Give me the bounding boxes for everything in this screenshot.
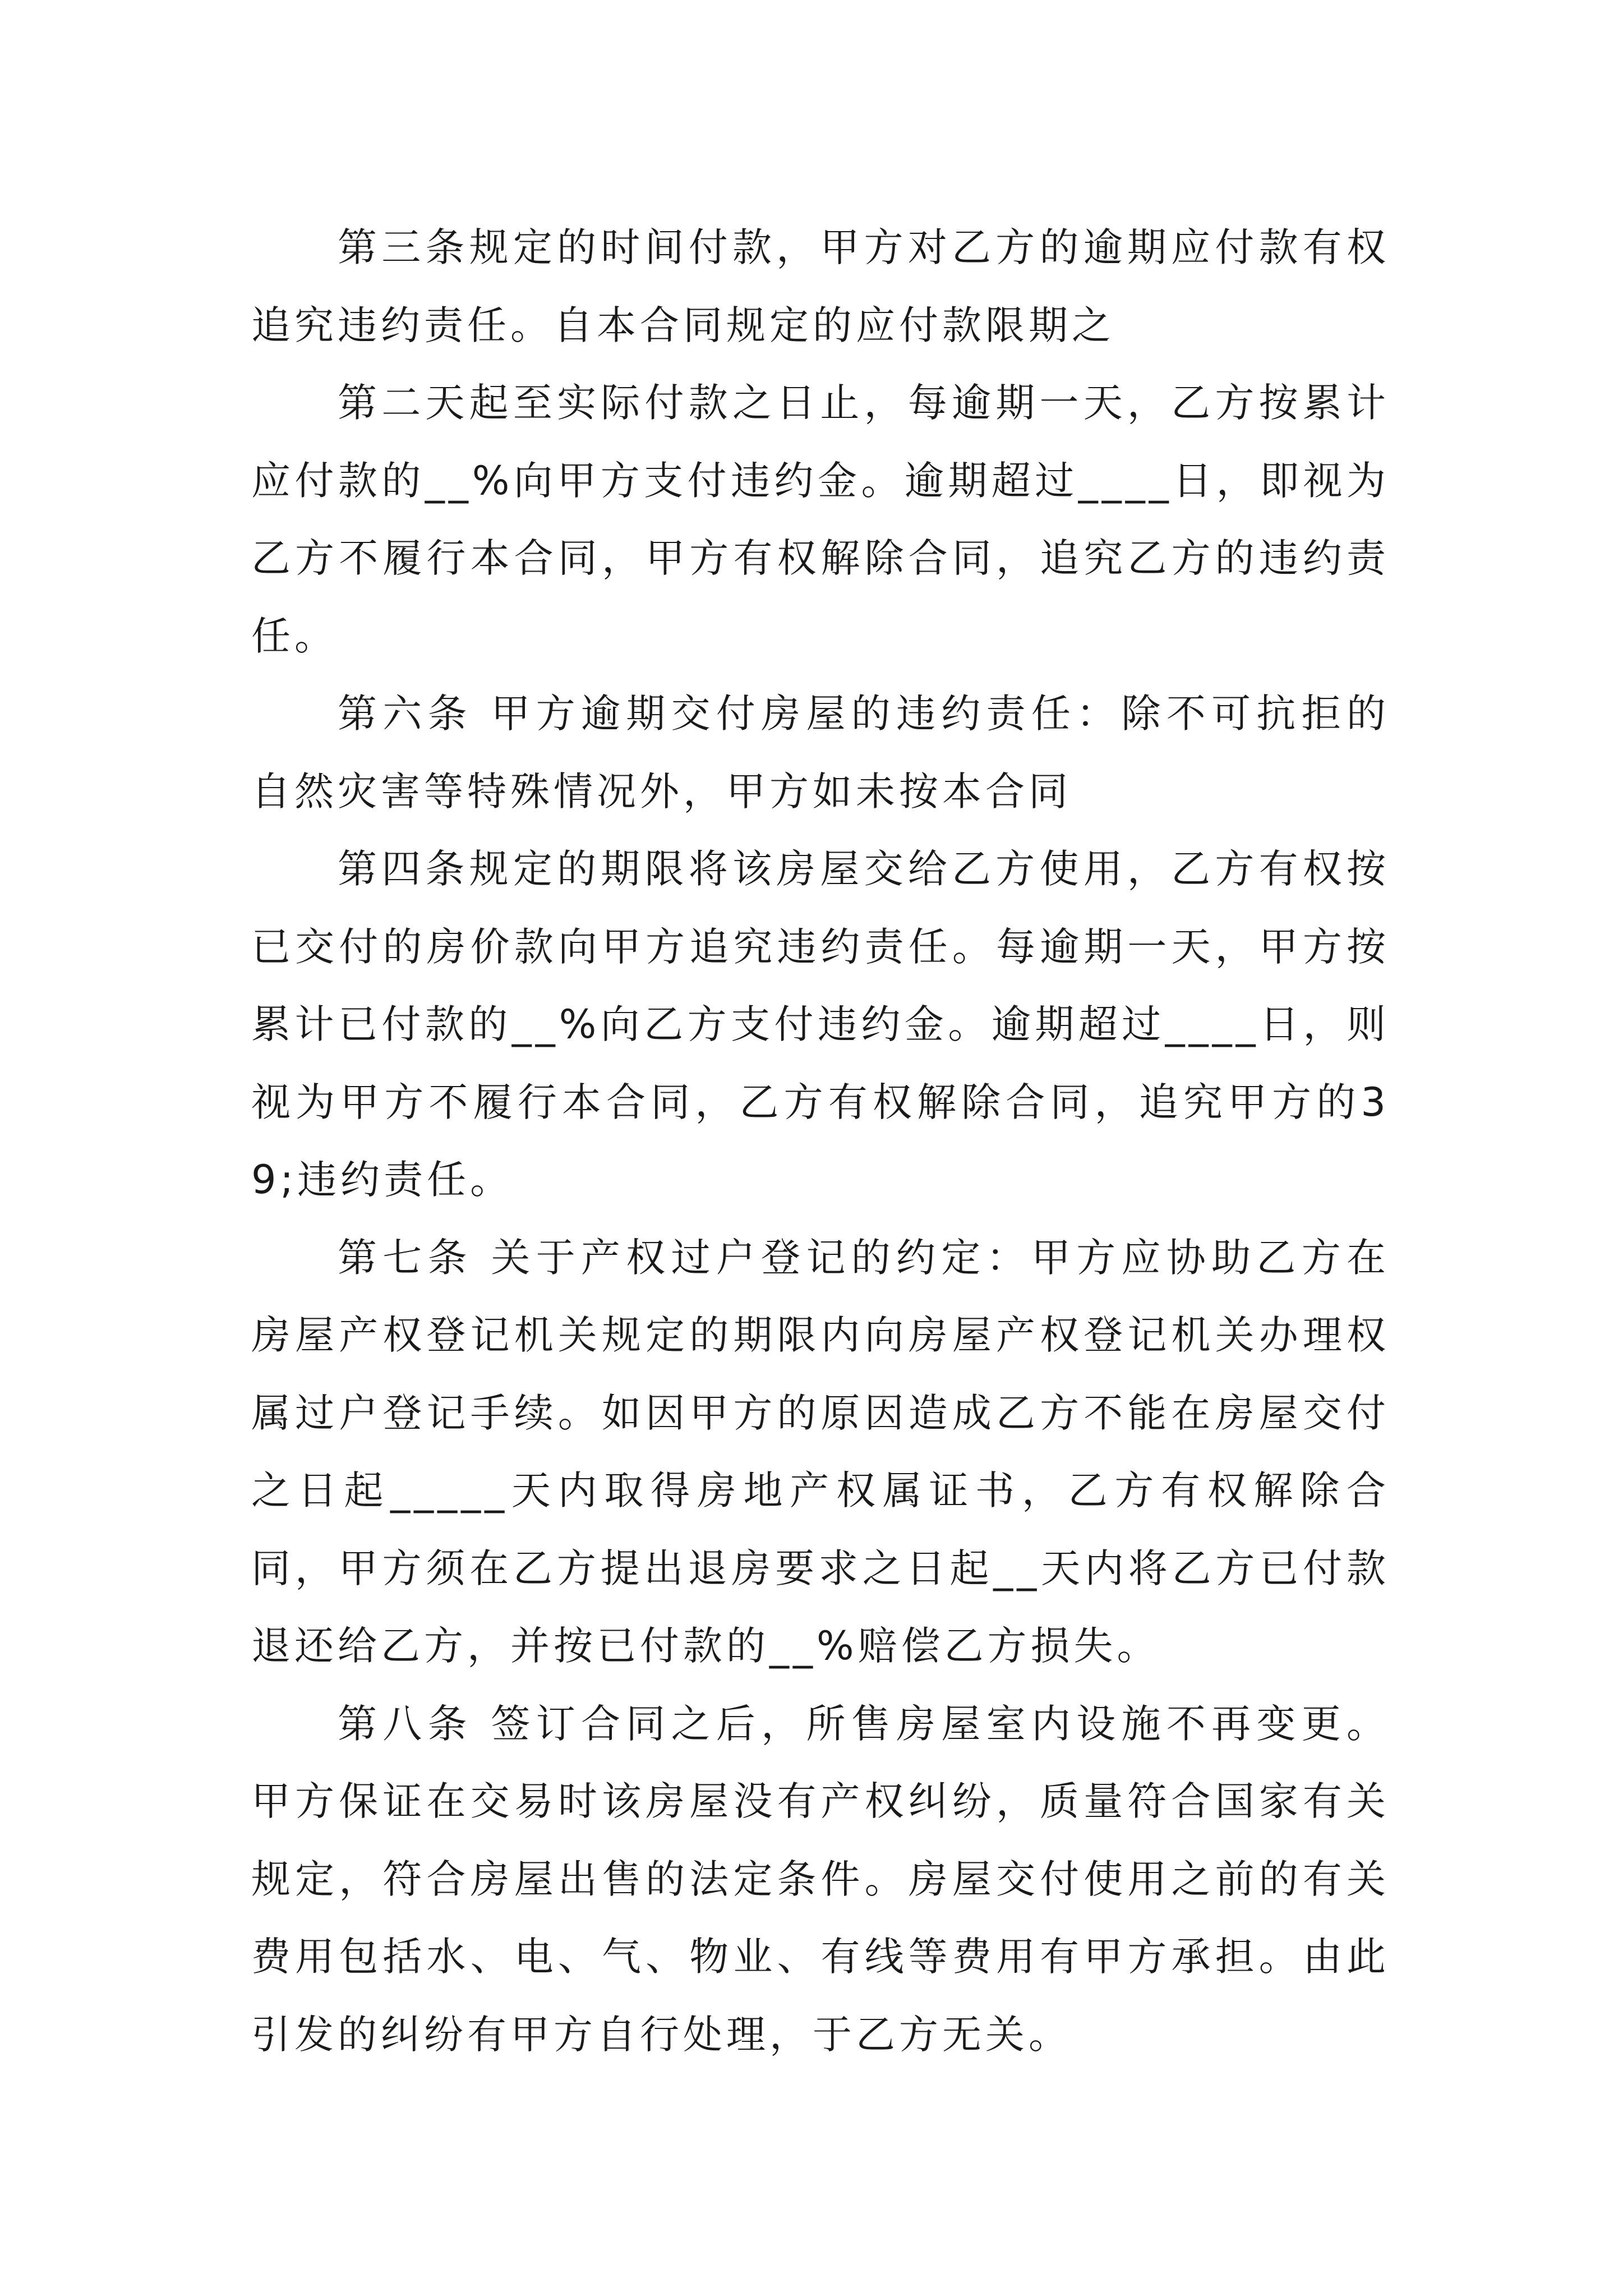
paragraph-article-3-continued: 第三条规定的时间付款，甲方对乙方的逾期应付款有权追究违约责任。自本合同规定的应付款限期之 [251,224,1390,348]
paragraph-article-8: 第八条 签订合同之后，所售房屋室内设施不再变更。甲方保证在交易时该房屋没有产权纠纷，质量符合国家有关规定，符合房屋出售的法定条件。房屋交付使用之前的有关费用包括水、电、气、物业、有线等费用有甲方承担。由此引发的纠纷有甲方自行处理，于乙方无关。 [251,1700,1390,2058]
document-body [251,209,1390,2073]
paragraph-article-6: 第六条 甲方逾期交付房屋的违约责任：除不可抗拒的自然灾害等特殊情况外，甲方如未按本合同 [251,691,1390,815]
paragraph-late-delivery-penalty: 第四条规定的期限将该房屋交给乙方使用，乙方有权按已交付的房价款向甲方追究违约责任。每逾期一天，甲方按累计已付款的__%向乙方支付违约金。逾期超过____日，则视为甲方不履行本合同，乙方有权解除合同，追究甲方的39;违约责任。 [251,846,1390,1203]
paragraph-late-payment-penalty: 第二天起至实际付款之日止，每逾期一天，乙方按累计应付款的__%向甲方支付违约金。逾期超过____日，即视为乙方不履行本合同，甲方有权解除合同，追究乙方的违约责任。 [251,380,1390,659]
paragraph-article-7: 第七条 关于产权过户登记的约定：甲方应协助乙方在房屋产权登记机关规定的期限内向房屋产权登记机关办理权属过户登记手续。如因甲方的原因造成乙方不能在房屋交付之日起_____天内取得房地产权属证书，乙方有权解除合同，甲方须在乙方提出退房要求之日起__天内将乙方已付款退还给乙方，并按已付款的__%赔偿乙方损失。 [251,1234,1390,1669]
